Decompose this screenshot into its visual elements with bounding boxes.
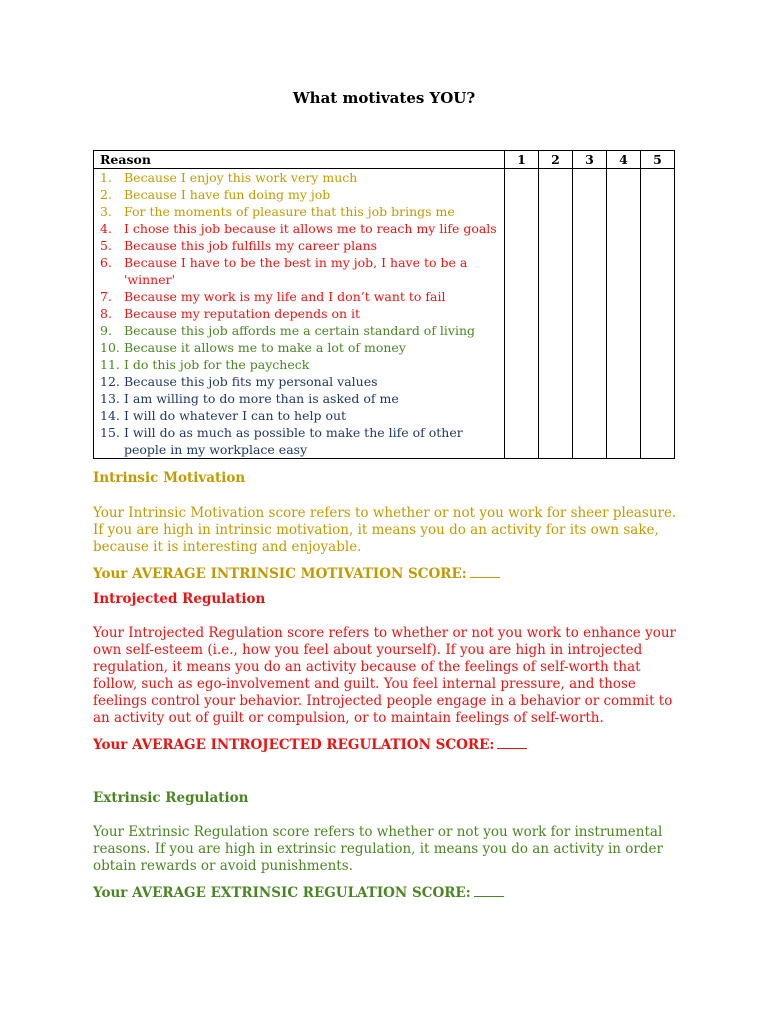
reason-number: 13. (100, 391, 120, 406)
reason-text: Because I enjoy this work very much (124, 170, 358, 185)
intrinsic-section (93, 470, 683, 487)
rating-column-5[interactable] (641, 169, 675, 459)
rating-column-2[interactable] (539, 169, 573, 459)
reason-number: 5. (100, 238, 112, 253)
reason-item (100, 407, 498, 424)
rating-header-3: 3 (573, 151, 607, 169)
intrinsic-heading: Intrinsic Motivation (93, 470, 246, 486)
introjected-description: Your Introjected Regulation score refers to whether or not you work to enhance your own self-esteem (i.e., how you feel about yourself). If you are high in introjected regulation, it means you do an activity because of the feelings of self-worth that follow, such as ego-involvement and guilt. You feel internal pressure, and those feelings control your behavior. Introjected people engage in a behavior or commit to an activity out of guilt or compulsion, or to maintain feelings of self-worth. (93, 625, 676, 726)
extrinsic-score-blank[interactable] (474, 884, 504, 897)
reason-item (100, 390, 498, 407)
reason-number: 14. (100, 408, 120, 423)
reason-item (100, 169, 498, 186)
intrinsic-score-blank[interactable] (470, 565, 500, 578)
reason-number: 11. (100, 357, 120, 372)
reason-text: Because it allows me to make a lot of money (124, 340, 406, 355)
reason-text: Because this job fulfills my career plans (124, 238, 378, 253)
reason-number: 1. (100, 170, 112, 185)
reason-text: I will do as much as possible to make the life of other people in my workplace easy (124, 425, 463, 457)
extrinsic-description: Your Extrinsic Regulation score refers to whether or not you work for instrumental reasons. If you are high in extrinsic regulation, it means you do an activity in order obtain rewards or avoid punishments. (93, 824, 663, 874)
reason-number: 6. (100, 255, 112, 270)
reason-text: Because I have to be the best in my job, I have to be a 'winner' (124, 255, 468, 287)
intrinsic-score-label: Your AVERAGE INTRINSIC MOTIVATION SCORE: (93, 566, 467, 582)
reason-text: Because my reputation depends on it (124, 306, 361, 321)
rating-header-5: 5 (641, 151, 675, 169)
table-header-row (94, 151, 675, 169)
introjected-heading: Introjected Regulation (93, 591, 266, 607)
introjected-section (93, 591, 683, 608)
extrinsic-section (93, 790, 683, 807)
introjected-score-blank[interactable] (497, 736, 527, 749)
reason-item (100, 373, 498, 390)
reason-number: 12. (100, 374, 120, 389)
reason-item (100, 254, 498, 288)
motivation-survey-table (93, 150, 675, 459)
rating-header-2: 2 (539, 151, 573, 169)
table-body-row (94, 169, 675, 459)
reason-item (100, 356, 498, 373)
reason-column-header: Reason (94, 151, 505, 169)
reason-item (100, 288, 498, 305)
reason-number: 2. (100, 187, 112, 202)
extrinsic-score-label: Your AVERAGE EXTRINSIC REGULATION SCORE: (93, 885, 471, 901)
rating-column-3[interactable] (573, 169, 607, 459)
reason-text: For the moments of pleasure that this job brings me (124, 204, 455, 219)
reason-number: 3. (100, 204, 112, 219)
rating-column-1[interactable] (505, 169, 539, 459)
reason-number: 9. (100, 323, 112, 338)
page-title: What motivates YOU? (292, 89, 476, 107)
reason-item (100, 305, 498, 322)
reason-text: I do this job for the paycheck (124, 357, 310, 372)
intrinsic-description: Your Intrinsic Motivation score refers to whether or not you work for sheer pleasure. If you are high in intrinsic motivation, it means you do an activity for its own sake, because it is interesting and enjoyable. (93, 505, 677, 555)
reason-number: 7. (100, 289, 112, 304)
reason-item (100, 339, 498, 356)
reason-number: 4. (100, 221, 112, 236)
reason-item (100, 322, 498, 339)
reason-item (100, 186, 498, 203)
rating-header-4: 4 (607, 151, 641, 169)
reason-list (94, 169, 505, 459)
reason-text: I will do whatever I can to help out (124, 408, 347, 423)
reason-text: Because this job affords me a certain standard of living (124, 323, 476, 338)
rating-column-4[interactable] (607, 169, 641, 459)
reason-item (100, 237, 498, 254)
rating-header-1: 1 (505, 151, 539, 169)
reason-item (100, 203, 498, 220)
extrinsic-score-line (93, 884, 683, 902)
reason-item (100, 220, 498, 237)
extrinsic-heading: Extrinsic Regulation (93, 790, 249, 806)
reason-number: 10. (100, 340, 120, 355)
reason-text: I am willing to do more than is asked of me (124, 391, 399, 406)
introjected-score-line (93, 736, 683, 754)
reason-number: 15. (100, 425, 120, 440)
intrinsic-score-line (93, 565, 683, 583)
reason-text: Because this job fits my personal values (124, 374, 378, 389)
reason-number: 8. (100, 306, 112, 321)
reason-item (100, 424, 498, 458)
reason-text: Because my work is my life and I don’t want to fail (124, 289, 446, 304)
reason-text: I chose this job because it allows me to reach my life goals (124, 221, 497, 236)
reason-text: Because I have fun doing my job (124, 187, 331, 202)
introjected-score-label: Your AVERAGE INTROJECTED REGULATION SCORE: (93, 737, 495, 753)
